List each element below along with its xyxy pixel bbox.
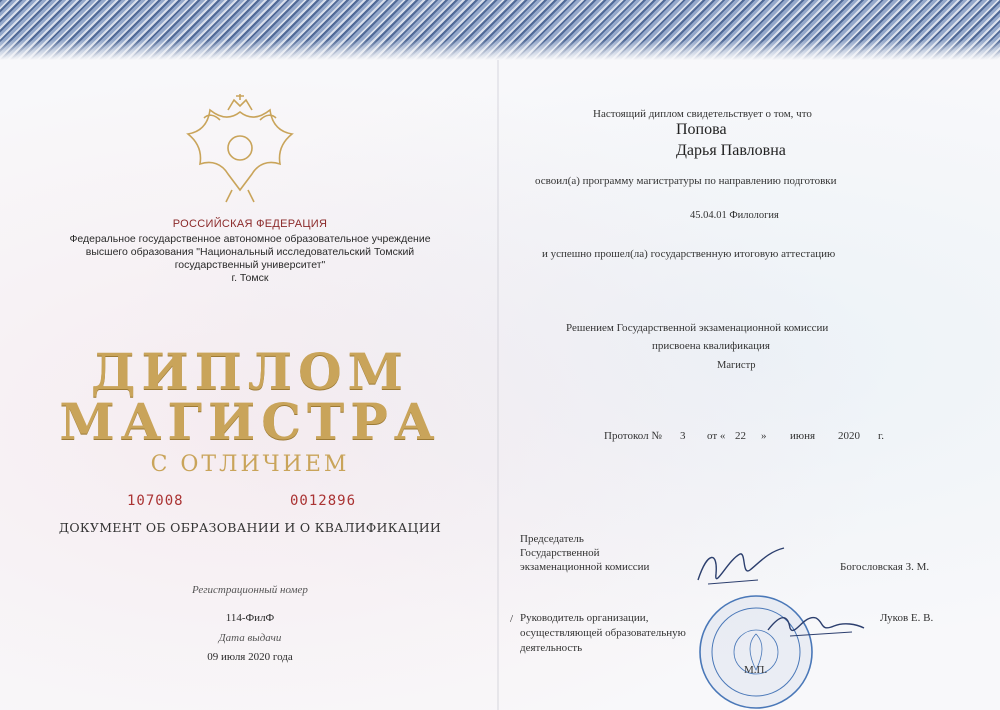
protocol-label: Протокол № xyxy=(604,430,662,442)
protocol-number: 3 xyxy=(680,430,686,442)
program-field: 45.04.01 Филология xyxy=(690,210,779,221)
document-type: ДОКУМЕНТ ОБ ОБРАЗОВАНИИ И О КВАЛИФИКАЦИИ xyxy=(58,520,442,535)
chair-signature-icon xyxy=(688,540,798,600)
honors-subtitle: С ОТЛИЧИЕМ xyxy=(150,452,350,477)
head-name: Луков Е. В. xyxy=(880,612,934,624)
protocol-year-suffix: г. xyxy=(878,430,885,442)
diploma-title-line1: ДИПЛОМ xyxy=(90,342,410,401)
stamp-mark: М.П. xyxy=(744,664,768,676)
protocol-month: июня xyxy=(790,430,816,442)
diploma-number: 0012896 xyxy=(290,493,357,509)
signature-slash: / xyxy=(510,613,514,625)
diploma-title-line2: МАГИСТРА xyxy=(59,392,441,451)
registration-number: 114-ФилФ xyxy=(225,612,275,624)
qualification-title: Магистр xyxy=(717,360,756,371)
diploma-series: 107008 xyxy=(127,493,184,509)
commission-decision-line2: присвоена квалификация xyxy=(652,340,770,352)
commission-decision-line1: Решением Государственной экзаменационной комиссии xyxy=(566,322,829,334)
head-title-line: Руководитель организации, xyxy=(520,612,649,624)
chair-title-line: экзаменационной комиссии xyxy=(520,561,650,573)
chair-title-line: Государственной xyxy=(520,547,600,559)
issue-date: 09 июля 2020 года xyxy=(207,651,293,663)
protocol-from-label: от « xyxy=(707,430,726,442)
program-statement: освоил(а) программу магистратуры по направлению подготовки xyxy=(535,175,837,187)
protocol-day: 22 xyxy=(735,430,746,442)
chair-title-line: Председатель xyxy=(520,533,584,545)
chair-name: Богословская З. М. xyxy=(840,561,930,573)
attestation-statement: и успешно прошел(ла) государственную итоговую аттестацию xyxy=(542,248,836,260)
protocol-day-close: » xyxy=(761,430,767,442)
graduate-given-names: Дарья Павловна xyxy=(676,142,786,159)
institution-line: Федеральное государственное автономное образовательное учреждение xyxy=(69,233,431,245)
head-signature-icon xyxy=(760,598,870,648)
head-title-line: деятельность xyxy=(520,642,583,654)
decorative-top-band xyxy=(0,0,1000,60)
federation-heading: РОССИЙСКАЯ ФЕДЕРАЦИЯ xyxy=(172,218,328,230)
institution-line: высшего образования "Национальный исследовательский Томский xyxy=(85,246,415,258)
certification-intro: Настоящий диплом свидетельствует о том, что xyxy=(593,108,812,120)
registration-label: Регистрационный номер xyxy=(192,584,308,596)
issue-date-label: Дата выдачи xyxy=(218,632,282,644)
institution-city: г. Томск xyxy=(231,272,269,284)
double-headed-eagle-icon xyxy=(180,90,300,205)
institution-line: государственный университет" xyxy=(174,259,326,271)
protocol-year: 2020 xyxy=(838,430,860,442)
institution-name xyxy=(20,233,480,285)
head-title-line: осуществляющей образовательную xyxy=(520,627,686,639)
center-fold xyxy=(497,60,499,710)
graduate-surname: Попова xyxy=(676,121,727,138)
